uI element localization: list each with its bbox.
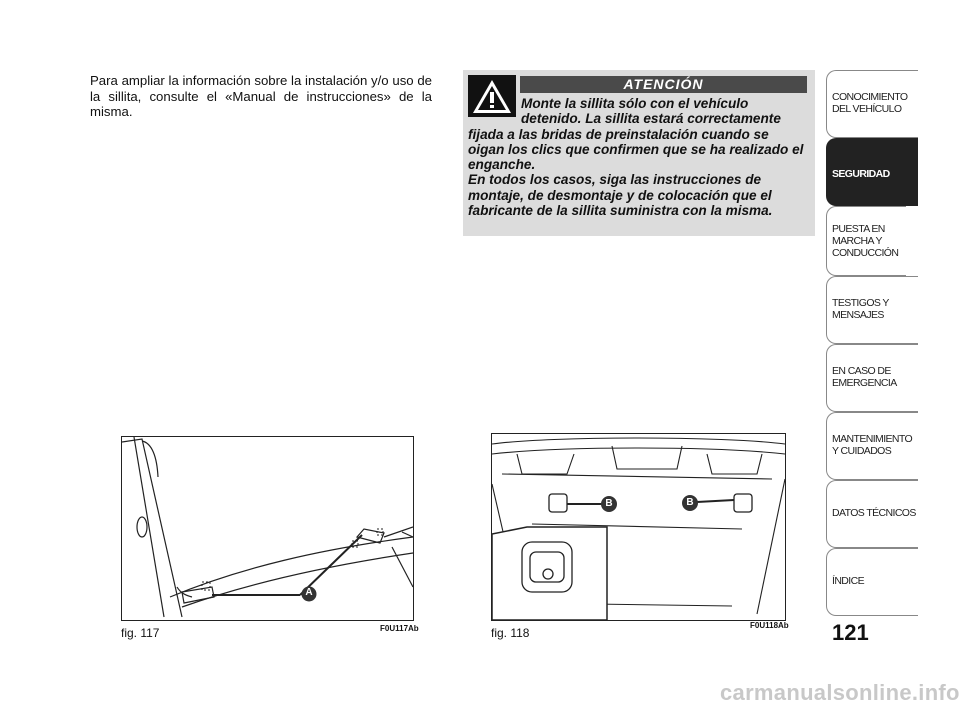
tab-indice[interactable]: ÍNDICE — [826, 548, 918, 616]
warning-text — [468, 96, 808, 218]
intro-paragraph: Para ampliar la información sobre la instalación y/o uso de la sillita, consulte el «Manual de instrucciones» de la misma. — [90, 73, 432, 119]
page-number: 121 — [832, 620, 869, 645]
callout-a-label: A — [305, 587, 313, 598]
figure-117-caption: fig. 117 — [121, 626, 160, 640]
warning-title: ATENCIÓN — [520, 76, 807, 93]
warning-line-3: En todos los casos, siga las instrucciones de montaje, de desmontaje y de colocación que el fabricante de la sillita suministra con la misma. — [468, 172, 773, 219]
callout-b-left-label: B — [605, 498, 613, 509]
tab-mantenimiento[interactable]: MANTENIMIENTO Y CUIDADOS — [826, 412, 918, 480]
figure-118-code: F0U118Ab — [750, 621, 789, 630]
figure-118-caption: fig. 118 — [491, 626, 530, 640]
tab-datos-tecnicos[interactable]: DATOS TÉCNICOS — [826, 480, 918, 548]
callout-b-right-label: B — [686, 497, 694, 508]
footer-watermark: carmanualsonline.info — [720, 680, 960, 705]
warning-line-1: Monte la sillita sólo con el vehículo detenido. La sillita estará correctamente — [521, 96, 781, 127]
figure-118-illustration — [491, 433, 786, 621]
tab-puesta-en-marcha[interactable]: PUESTA EN MARCHA Y CONDUCCIÓN — [826, 206, 906, 276]
figure-117-illustration — [121, 436, 414, 621]
tab-seguridad[interactable]: SEGURIDAD — [826, 138, 918, 206]
tab-conocimiento[interactable]: CONOCIMIENTO DEL VEHÍCULO — [826, 70, 918, 138]
warning-box — [463, 70, 815, 236]
warning-line-2: fijada a las bridas de preinstalación cuando se oigan los clics que confirmen que se ha realizado el enganche. — [468, 126, 804, 173]
tab-testigos[interactable]: TESTIGOS Y MENSAJES — [826, 276, 918, 344]
tab-emergencia[interactable]: EN CASO DE EMERGENCIA — [826, 344, 918, 412]
figure-117-code: F0U117Ab — [380, 624, 419, 633]
